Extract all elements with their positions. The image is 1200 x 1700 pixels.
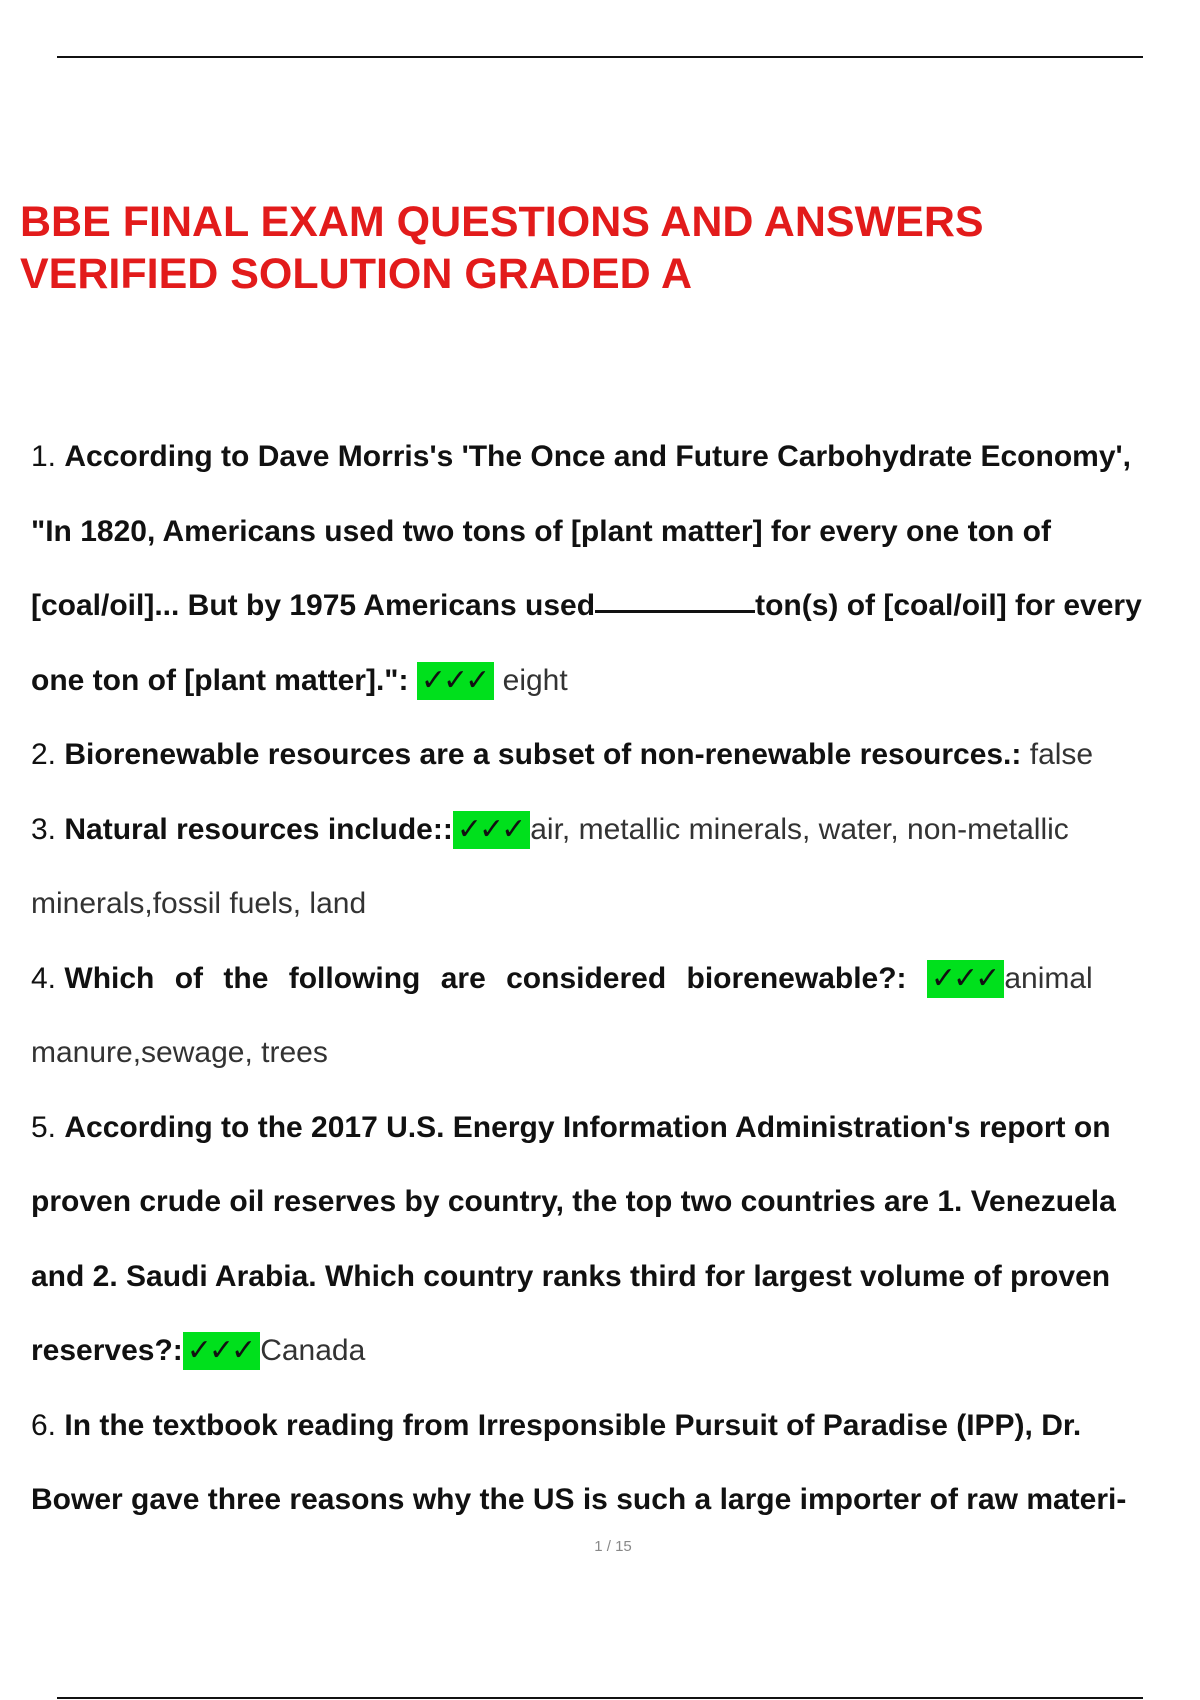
question-text: one ton of [plant matter].": bbox=[31, 663, 409, 697]
bottom-rule bbox=[57, 1697, 1143, 1699]
question-text: proven crude oil reserves by country, the top two countries are 1. Venezuela bbox=[31, 1185, 1116, 1218]
question-text: According to the 2017 U.S. Energy Information Administration's report on bbox=[64, 1110, 1111, 1144]
page-number: 1 / 15 bbox=[594, 1538, 632, 1555]
answer-text: manure,sewage, trees bbox=[31, 1036, 328, 1069]
question-number: 3. bbox=[31, 812, 57, 846]
document-title bbox=[20, 196, 984, 300]
question-text bbox=[64, 962, 927, 995]
title-line-2: VERIFIED SOLUTION GRADED A bbox=[20, 250, 693, 298]
answer-text: animal bbox=[1004, 961, 1093, 995]
question-2 bbox=[31, 718, 1191, 793]
question-text: reserves?: bbox=[31, 1334, 183, 1367]
check-mark-icon: ✓✓✓ bbox=[453, 811, 530, 849]
question-5-line-1 bbox=[31, 1091, 1191, 1166]
answer-text: false bbox=[1029, 738, 1094, 771]
question-1-line-3 bbox=[31, 569, 1191, 644]
check-mark-icon: ✓✓✓ bbox=[927, 960, 1004, 998]
question-text: [coal/oil]... But by 1975 Americans used bbox=[31, 589, 596, 622]
question-number: 2. bbox=[31, 738, 57, 771]
question-number: 6. bbox=[31, 1408, 57, 1442]
question-5-line-4 bbox=[31, 1314, 1191, 1389]
question-text: Natural resources include:: bbox=[64, 812, 453, 846]
question-5-line-3 bbox=[31, 1240, 1191, 1315]
question-6-line-2 bbox=[31, 1463, 1191, 1538]
question-word: Which bbox=[64, 961, 155, 995]
question-3-line-1 bbox=[31, 793, 1191, 868]
question-text: and 2. Saudi Arabia. Which country ranks third for largest volume of proven bbox=[31, 1259, 1111, 1293]
question-word: considered bbox=[506, 961, 667, 995]
question-word: the bbox=[223, 961, 269, 995]
question-text: ton(s) of [coal/oil] for every bbox=[755, 589, 1142, 622]
question-text: "In 1820, Americans used two tons of [plant matter] for every one ton of bbox=[31, 514, 1051, 548]
question-number: 5. bbox=[31, 1110, 57, 1144]
question-list bbox=[31, 420, 1191, 1538]
question-word: of bbox=[174, 961, 204, 995]
question-6-line-1 bbox=[31, 1389, 1191, 1464]
answer-text: minerals,fossil fuels, land bbox=[31, 887, 367, 920]
answer-text: eight bbox=[502, 663, 568, 697]
question-number: 4. bbox=[31, 961, 57, 995]
question-text: In the textbook reading from Irresponsible Pursuit of Paradise (IPP), Dr. bbox=[64, 1408, 1082, 1442]
question-number: 1. bbox=[31, 440, 57, 473]
check-mark-icon: ✓✓✓ bbox=[183, 1332, 260, 1370]
answer-text: air, metallic minerals, water, non-metallic bbox=[530, 812, 1069, 846]
question-text: According to Dave Morris's 'The Once and Future Carbohydrate Economy', bbox=[64, 440, 1131, 473]
question-3-line-2 bbox=[31, 867, 1191, 942]
check-mark-icon: ✓✓✓ bbox=[417, 662, 494, 700]
question-word: biorenewable?: bbox=[686, 961, 907, 995]
question-text: Biorenewable resources are a subset of non-renewable resources.: bbox=[64, 738, 1022, 771]
question-5-line-2 bbox=[31, 1165, 1191, 1240]
title-line-1: BBE FINAL EXAM QUESTIONS AND ANSWERS bbox=[20, 198, 984, 246]
question-1-line-1 bbox=[31, 420, 1191, 495]
question-text: Bower gave three reasons why the US is such a large importer of raw materi- bbox=[31, 1483, 1127, 1516]
question-1-line-4 bbox=[31, 644, 1191, 719]
question-word: following bbox=[288, 961, 421, 995]
top-rule bbox=[57, 56, 1143, 58]
question-4-line-1 bbox=[31, 942, 1191, 1017]
fill-in-blank bbox=[595, 584, 755, 613]
question-word: are bbox=[440, 961, 486, 995]
question-4-line-2 bbox=[31, 1016, 1191, 1091]
question-1-line-2 bbox=[31, 495, 1191, 570]
answer-text: Canada bbox=[260, 1334, 366, 1367]
